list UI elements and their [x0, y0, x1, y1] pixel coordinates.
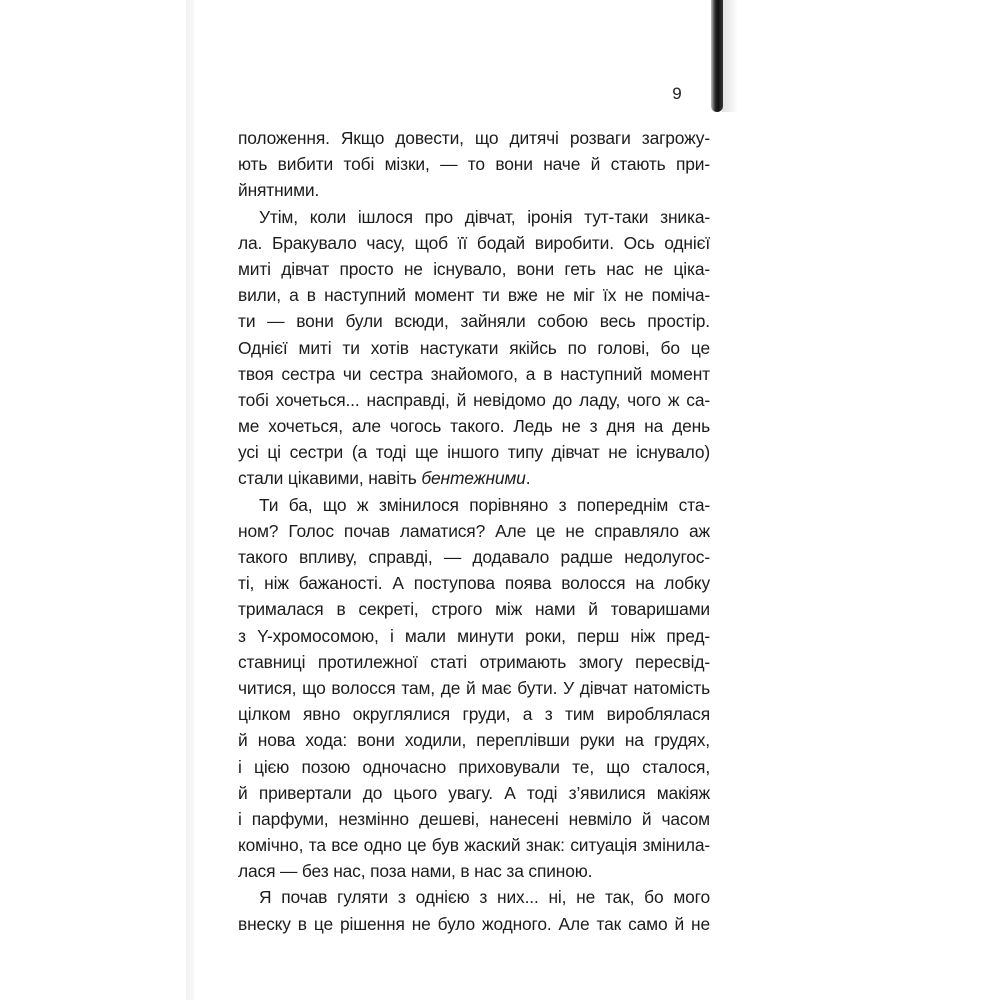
text-line: й нова хода: вони ходили, переплівши руки на грудях, [238, 730, 710, 751]
text-line: ти — вони були всюди, зайняли собою весь простір. [238, 311, 710, 332]
text-line: і парфуми, незмінно дешеві, нанесені невміло й часом [238, 808, 710, 829]
text-line: ті, ніж бажаності. А поступова поява волосся на лобку [238, 573, 710, 594]
text-line: миті дівчат просто не існувало, вони геть нас не ціка- [238, 258, 710, 279]
text-segment: стали цікавими, навіть [238, 468, 422, 489]
text-line: положення. Якщо довести, що дитячі розваги загрожу- [238, 128, 710, 148]
text-line: такого впливу, справді, — додавало радше недолугос- [238, 547, 710, 567]
text-line: усі ці сестри (а тоді ще іншого типу дівчат не існувало) [238, 442, 710, 463]
text-line: трималася в секреті, строго між нами й товаришами [238, 599, 710, 620]
text-line: ме хочеться, але чогось такого. Ледь не з дня на день [238, 416, 710, 437]
text-line: лася — без нас, поза нами, в нас за спиною. [238, 861, 593, 882]
text-line: й привертали до цього увагу. А тоді з’явилися макіяж [238, 782, 710, 803]
text-line: ставниці протилежної статі отримають змогу пересвід- [238, 651, 710, 672]
text-line: цілком явно округлялися груди, а з тим вироблялася [238, 704, 710, 725]
paragraph-first-line: Утім, коли ішлося про дівчат, іронія тут-таки зника- [259, 206, 710, 227]
text-line: вили, а в наступний момент ти вже не міг їх не поміча- [238, 285, 710, 306]
page-number: 9 [672, 84, 682, 103]
paragraph-first-line: Ти ба, що ж змінилося порівняно з попереднім ста- [259, 494, 710, 515]
text-line: з Y-хромосомою, і мали минути роки, перш ніж пред- [238, 625, 710, 646]
text-segment: . [525, 468, 531, 489]
text-line: твоя сестра чи сестра знайомого, а в наступний момент [238, 363, 710, 384]
paragraph-first-line: Я почав гуляти з однією з них... ні, не так, бо мого [259, 887, 710, 908]
italic-word: бентежними [421, 468, 526, 489]
text-line: комічно, та все одно це був жаский знак: ситуація змінила- [238, 835, 710, 856]
text-line: внеску в це рішення не було жодного. Але так само й не [238, 913, 710, 934]
text-line: ють вибити тобі мізки, — то вони наче й стають при- [238, 154, 710, 175]
text-line: тобі хочеться... насправді, й невідомо до ладу, чого ж са- [238, 389, 710, 410]
text-line-with-italic [238, 465, 710, 491]
text-line: і цією позою одночасно приховували те, що сталося, [238, 756, 710, 777]
text-line: ном? Голос почав ламатися? Але це не справляло аж [238, 520, 710, 541]
body-text [238, 125, 710, 937]
text-line: ла. Бракувало часу, щоб її бодай виробити. Ось однієї [238, 232, 710, 253]
text-line: читися, що волосся там, де й має бути. У дівчат натомість [238, 677, 710, 698]
text-line: йнятними. [238, 180, 320, 201]
spine-shadow [722, 0, 738, 112]
text-line: Однієї миті ти хотів настукати якійсь по голові, бо це [238, 337, 710, 358]
